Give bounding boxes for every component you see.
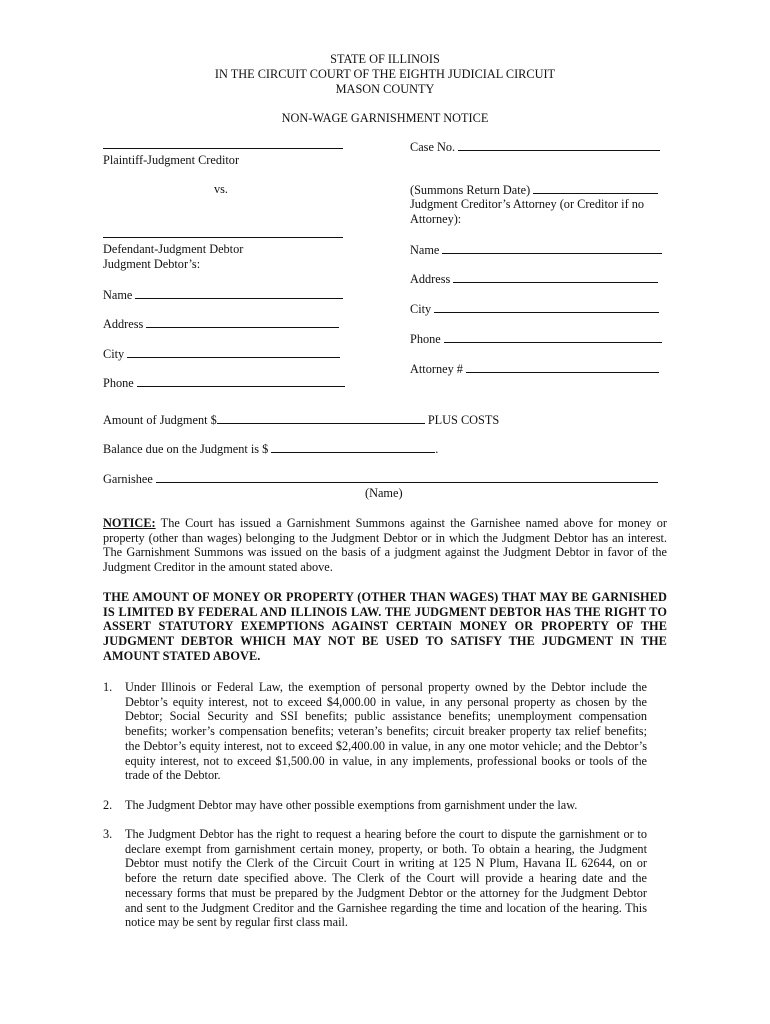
warning-paragraph: THE AMOUNT OF MONEY OR PROPERTY (OTHER THAN WAGES) THAT MAY BE GARNISHED IS LIMITED BY FEDERAL AND ILLINOIS LAW. THE JUDGMENT DEBTOR HAS THE RIGHT TO ASSERT STATUTORY EXEMPTIONS AGAINST CERTAIN MONEY OR PROPERTY OF THE JUDGMENT DEBTOR WHICH MAY NOT BE USED TO SATISFY THE JUDGMENT IN THE AMOUNT STATED ABOVE. — [103, 590, 667, 663]
balance-due-period: . — [435, 442, 439, 456]
judgment-amount-field[interactable] — [103, 412, 499, 428]
attorney-city-label: City — [410, 302, 432, 316]
notice-text: The Court has issued a Garnishment Summons against the Garnishee named above for money or property (other than wages) belonging to the Judgment Debtor or in which the Judgment Debtor has an interest. The Garnishment Summons was issued on the basis of a judgment against the Judgment Debtor in favor of the Judgment Creditor in the amount stated above. — [103, 516, 667, 575]
list-item-text: Under Illinois or Federal Law, the exemption of personal property owned by the Debtor include the Debtor’s equity interest, not to exceed $4,000.00 in value, in any personal property as chosen by the Debtor; Social Security and SSI benefits; public assistance benefits; unemployment compensation benefits; worker’s compensation benefits; veteran’s benefits; circuit breaker property tax relief benefits; the Debtor’s equity interest, not to exceed $2,400.00 in value, in any one motor vehicle; and the Debtor’s equity interest, not to exceed $1,500.00 in value, in any implements, professional books or tools of the trade of the Debtor. — [125, 680, 647, 783]
debtor-address-label: Address — [103, 317, 144, 331]
defendant-line[interactable] — [103, 237, 343, 238]
debtor-phone-blank[interactable] — [137, 375, 345, 387]
judgment-amount-label: Amount of Judgment $ — [103, 413, 217, 427]
defendant-label: Defendant-Judgment Debtor — [103, 242, 244, 256]
balance-due-blank[interactable] — [271, 441, 435, 453]
notice-label: NOTICE: — [103, 516, 156, 530]
list-item-number: 1. — [103, 680, 113, 694]
list-item-text: The Judgment Debtor has the right to request a hearing before the court to dispute the garnishment or to declare exempt from garnishment certain money, property, or both. To obtain a hearing, the Judgment Debtor must notify the Clerk of the Circuit Court in writing at 125 N Plum, Havana IL 62644, on or before the return date specified above. The Clerk of the Court will provide a hearing date and the necessary forms that must be prepared by the Judgment Debtor or the attorney for the Judgment Debtor and sent to the Judgment Creditor and the Garnishee regarding the time and location of the hearing. This notice may be sent by regular first class mail. — [125, 827, 647, 930]
attorney-heading-1: Judgment Creditor’s Attorney (or Creditor if no — [410, 197, 645, 211]
attorney-address-blank[interactable] — [453, 271, 658, 283]
debtor-city-field[interactable] — [103, 346, 340, 362]
attorney-phone-blank[interactable] — [444, 331, 662, 343]
attorney-name-blank[interactable] — [442, 242, 662, 254]
state-heading: STATE OF ILLINOIS — [330, 52, 440, 66]
attorney-number-field[interactable] — [410, 361, 659, 377]
debtor-name-field[interactable] — [103, 287, 343, 303]
court-heading: IN THE CIRCUIT COURT OF THE EIGHTH JUDICIAL CIRCUIT — [214, 67, 556, 81]
debtor-phone-field[interactable] — [103, 375, 345, 391]
debtor-name-blank[interactable] — [135, 287, 343, 299]
debtor-address-field[interactable] — [103, 316, 339, 332]
attorney-phone-field[interactable] — [410, 331, 662, 347]
summons-date-field[interactable] — [410, 182, 658, 198]
plaintiff-label: Plaintiff-Judgment Creditor — [103, 153, 240, 167]
debtor-phone-label: Phone — [103, 376, 134, 390]
garnishee-name-caption: (Name) — [365, 486, 403, 500]
plus-costs-label: PLUS COSTS — [427, 413, 500, 427]
garnishee-label: Garnishee — [103, 472, 153, 486]
attorney-number-blank[interactable] — [466, 361, 659, 373]
summons-date-blank[interactable] — [533, 182, 658, 194]
notice-paragraph — [103, 516, 667, 575]
attorney-name-field[interactable] — [410, 242, 662, 258]
case-no-blank[interactable] — [458, 139, 660, 151]
attorney-city-field[interactable] — [410, 301, 659, 317]
county-heading: MASON COUNTY — [335, 82, 435, 96]
balance-due-label: Balance due on the Judgment is $ — [103, 442, 269, 456]
debtor-city-blank[interactable] — [127, 346, 340, 358]
garnishee-field[interactable] — [103, 471, 658, 487]
case-no-field[interactable] — [410, 139, 660, 155]
attorney-city-blank[interactable] — [434, 301, 659, 313]
attorney-heading-2: Attorney): — [410, 212, 462, 226]
case-no-label: Case No. — [410, 140, 456, 154]
list-item-number: 2. — [103, 798, 113, 812]
attorney-address-field[interactable] — [410, 271, 658, 287]
balance-due-field[interactable] — [103, 441, 438, 457]
form-title: NON-WAGE GARNISHMENT NOTICE — [281, 111, 489, 125]
attorney-name-label: Name — [410, 243, 440, 257]
judgment-amount-blank[interactable] — [217, 412, 425, 424]
versus-label: vs. — [214, 182, 229, 196]
attorney-number-label: Attorney # — [410, 362, 463, 376]
plaintiff-line[interactable] — [103, 148, 343, 149]
summons-date-label: (Summons Return Date) — [410, 183, 531, 197]
debtor-address-blank[interactable] — [146, 316, 339, 328]
debtor-name-label: Name — [103, 288, 133, 302]
debtor-heading: Judgment Debtor’s: — [103, 257, 201, 271]
list-item-text: The Judgment Debtor may have other possible exemptions from garnishment under the law. — [125, 798, 578, 812]
attorney-address-label: Address — [410, 272, 451, 286]
garnishee-blank[interactable] — [156, 471, 658, 483]
attorney-phone-label: Phone — [410, 332, 441, 346]
debtor-city-label: City — [103, 347, 125, 361]
list-item-number: 3. — [103, 827, 113, 841]
